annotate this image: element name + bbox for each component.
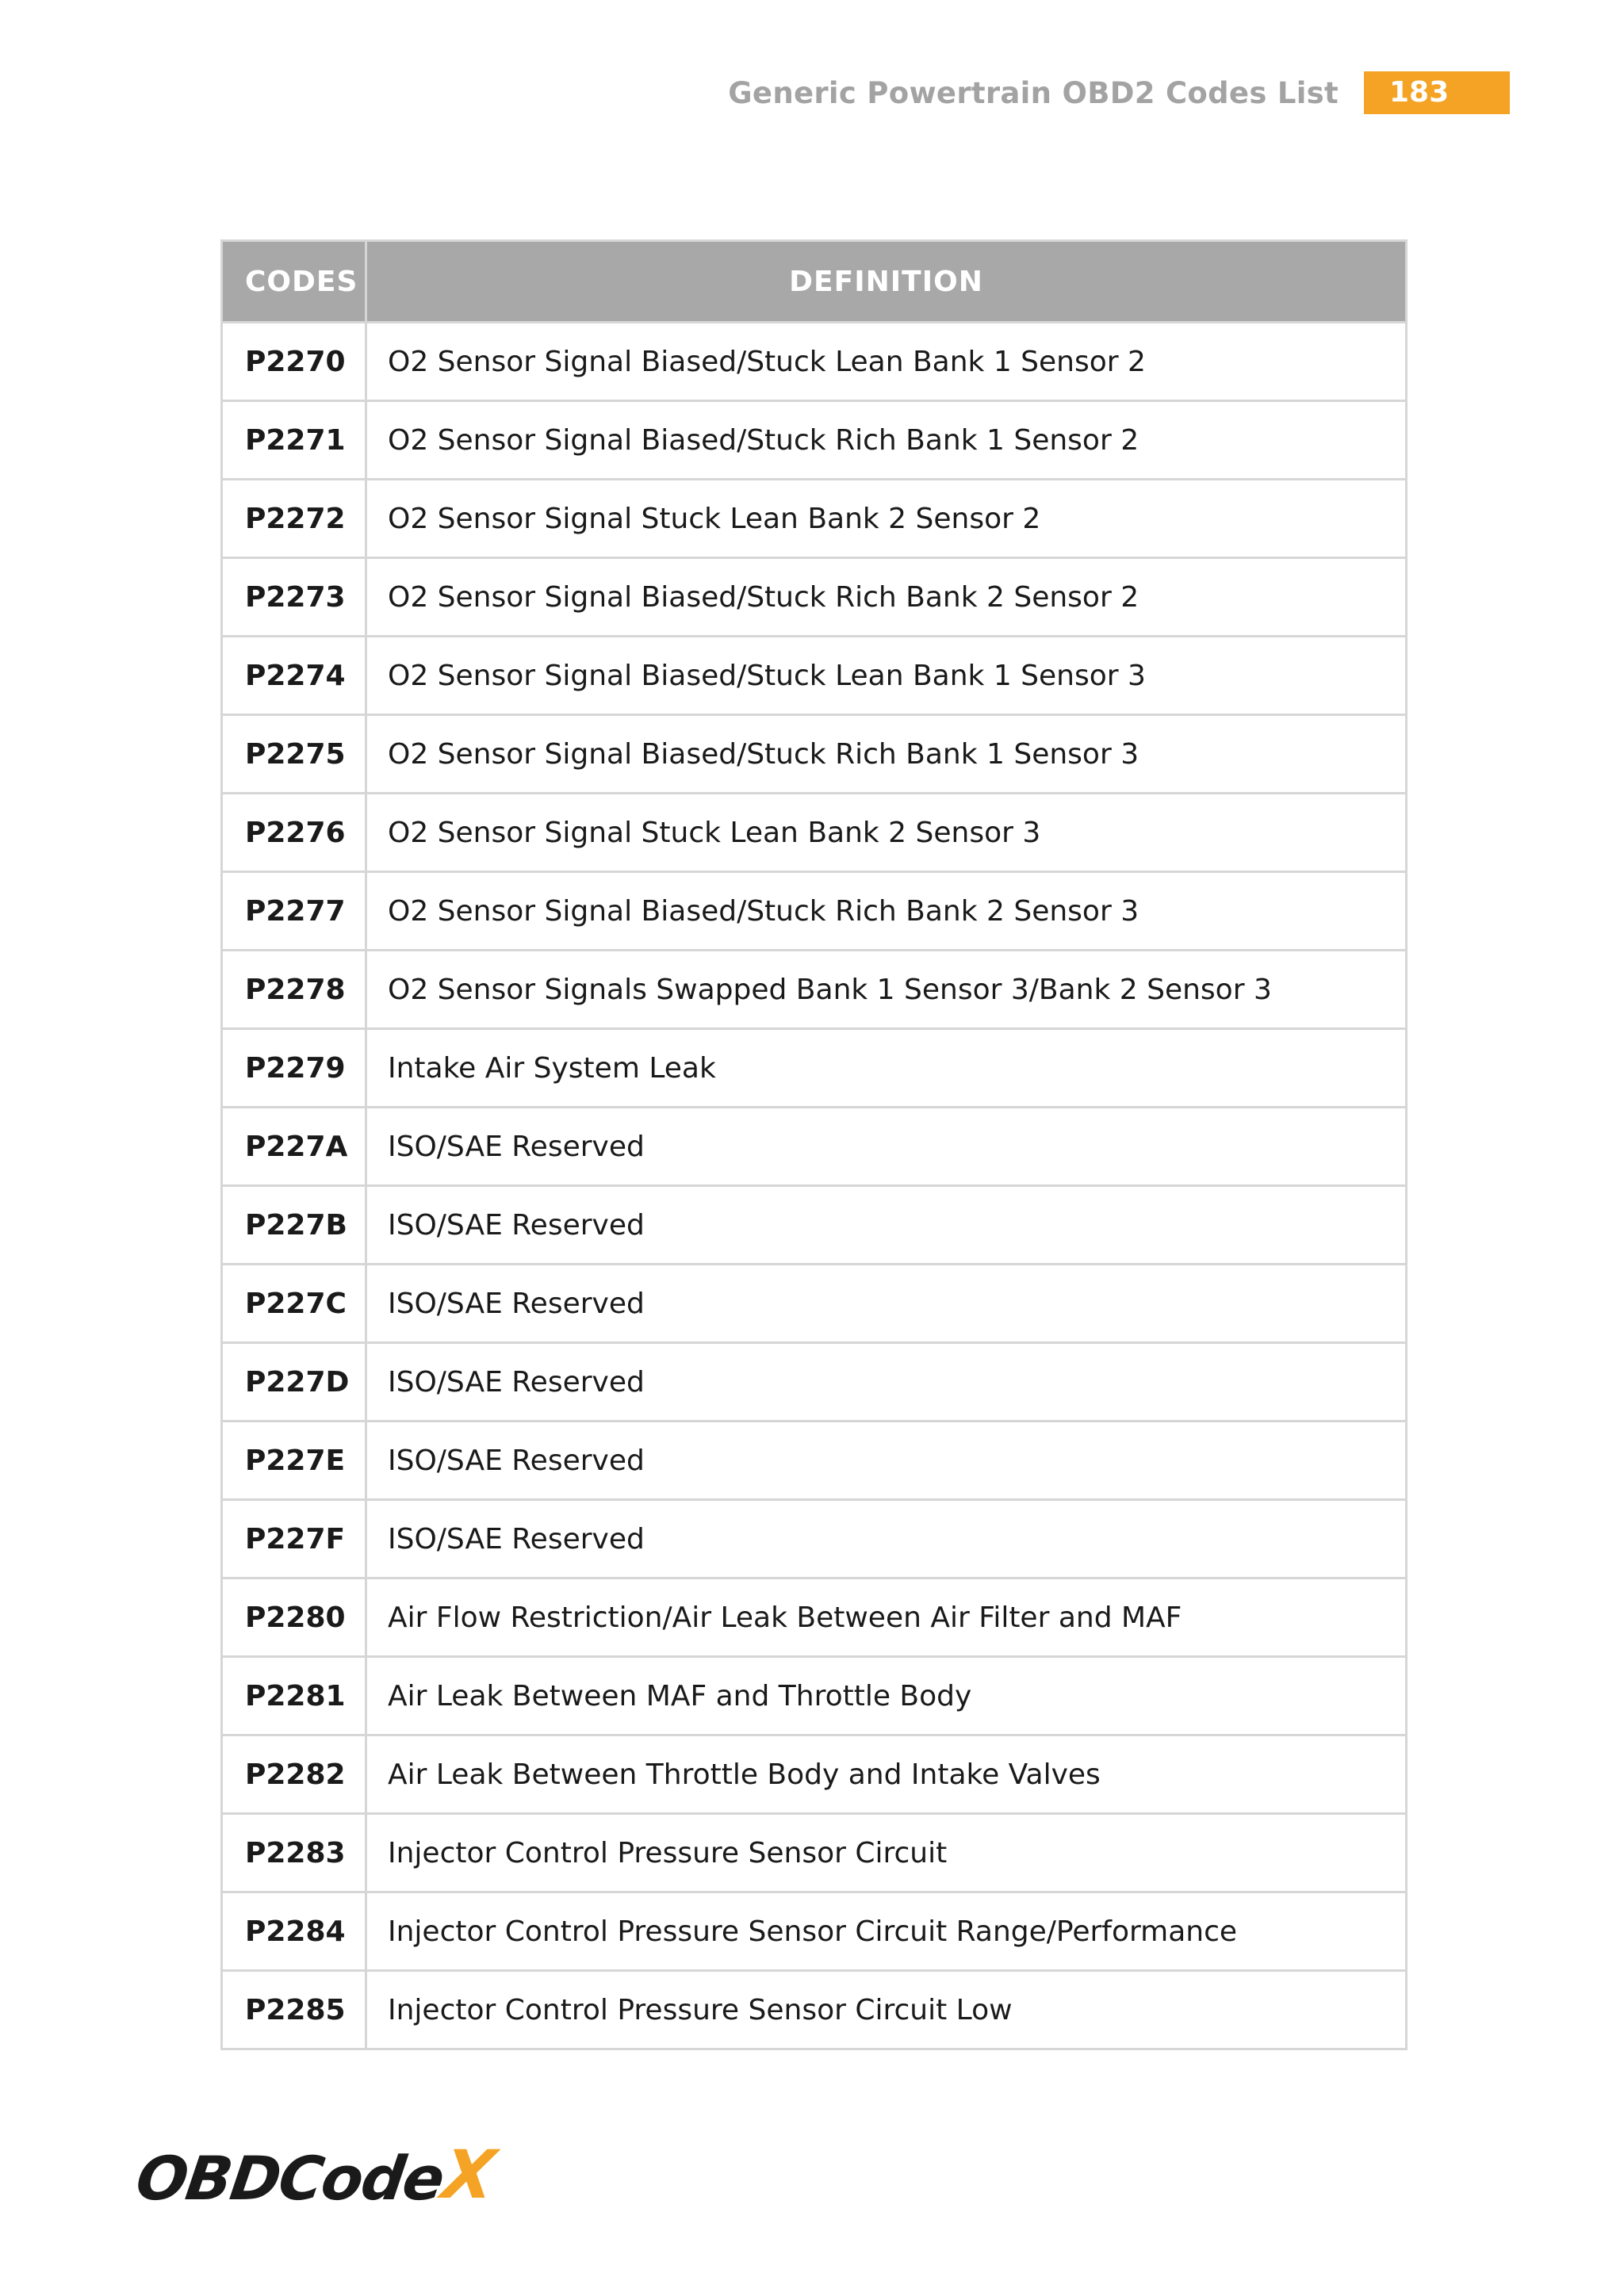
definition-cell: ISO/SAE Reserved bbox=[366, 1422, 1407, 1500]
code-cell: P2277 bbox=[222, 872, 366, 951]
table-row bbox=[222, 1578, 1407, 1657]
logo-x-mark: X bbox=[437, 2136, 499, 2214]
column-header-codes: CODES bbox=[222, 241, 366, 323]
table-row bbox=[222, 1343, 1407, 1422]
codes-table bbox=[220, 239, 1408, 2050]
code-cell: P227B bbox=[222, 1186, 366, 1265]
table-row bbox=[222, 480, 1407, 558]
obdcodex-logo bbox=[132, 2136, 499, 2214]
table-row bbox=[222, 1892, 1407, 1971]
code-cell: P2284 bbox=[222, 1892, 366, 1971]
definition-cell: ISO/SAE Reserved bbox=[366, 1500, 1407, 1578]
document-title: Generic Powertrain OBD2 Codes List bbox=[728, 75, 1339, 110]
definition-cell: ISO/SAE Reserved bbox=[366, 1343, 1407, 1422]
definition-cell: Injector Control Pressure Sensor Circuit Range/Performance bbox=[366, 1892, 1407, 1971]
table-row bbox=[222, 1422, 1407, 1500]
code-cell: P2274 bbox=[222, 637, 366, 715]
code-cell: P2275 bbox=[222, 715, 366, 794]
table-row bbox=[222, 401, 1407, 480]
table-row bbox=[222, 558, 1407, 637]
code-cell: P2279 bbox=[222, 1029, 366, 1108]
table-row bbox=[222, 1029, 1407, 1108]
code-cell: P2276 bbox=[222, 794, 366, 872]
definition-cell: Air Leak Between MAF and Throttle Body bbox=[366, 1657, 1407, 1735]
page-number-badge: 183 bbox=[1364, 71, 1510, 114]
definition-cell: O2 Sensor Signal Biased/Stuck Lean Bank 1 Sensor 2 bbox=[366, 323, 1407, 401]
table-row bbox=[222, 1265, 1407, 1343]
definition-cell: O2 Sensor Signal Stuck Lean Bank 2 Sensor 2 bbox=[366, 480, 1407, 558]
definition-cell: O2 Sensor Signal Biased/Stuck Rich Bank 2 Sensor 3 bbox=[366, 872, 1407, 951]
code-cell: P2273 bbox=[222, 558, 366, 637]
table-row bbox=[222, 951, 1407, 1029]
code-cell: P2285 bbox=[222, 1971, 366, 2049]
table-row bbox=[222, 715, 1407, 794]
table-row bbox=[222, 1500, 1407, 1578]
code-cell: P227D bbox=[222, 1343, 366, 1422]
definition-cell: O2 Sensor Signals Swapped Bank 1 Sensor 3/Bank 2 Sensor 3 bbox=[366, 951, 1407, 1029]
code-cell: P2281 bbox=[222, 1657, 366, 1735]
table-row bbox=[222, 1814, 1407, 1892]
definition-cell: Air Leak Between Throttle Body and Intake Valves bbox=[366, 1735, 1407, 1814]
definition-cell: O2 Sensor Signal Biased/Stuck Rich Bank 2 Sensor 2 bbox=[366, 558, 1407, 637]
code-cell: P2280 bbox=[222, 1578, 366, 1657]
definition-cell: O2 Sensor Signal Stuck Lean Bank 2 Sensor 3 bbox=[366, 794, 1407, 872]
definition-cell: Intake Air System Leak bbox=[366, 1029, 1407, 1108]
code-cell: P2282 bbox=[222, 1735, 366, 1814]
table-row bbox=[222, 1186, 1407, 1265]
table-row bbox=[222, 1108, 1407, 1186]
code-cell: P2283 bbox=[222, 1814, 366, 1892]
definition-cell: ISO/SAE Reserved bbox=[366, 1186, 1407, 1265]
table-row bbox=[222, 872, 1407, 951]
code-cell: P2278 bbox=[222, 951, 366, 1029]
definition-cell: Injector Control Pressure Sensor Circuit Low bbox=[366, 1971, 1407, 2049]
code-cell: P2272 bbox=[222, 480, 366, 558]
page-header bbox=[728, 71, 1510, 114]
definition-cell: ISO/SAE Reserved bbox=[366, 1265, 1407, 1343]
table-body bbox=[222, 323, 1407, 2049]
code-cell: P227A bbox=[222, 1108, 366, 1186]
definition-cell: ISO/SAE Reserved bbox=[366, 1108, 1407, 1186]
code-cell: P2270 bbox=[222, 323, 366, 401]
code-cell: P2271 bbox=[222, 401, 366, 480]
code-cell: P227F bbox=[222, 1500, 366, 1578]
table-row bbox=[222, 1657, 1407, 1735]
table-header-row bbox=[222, 241, 1407, 323]
column-header-definition: DEFINITION bbox=[366, 241, 1407, 323]
logo-wordmark: OBDCode bbox=[132, 2143, 448, 2214]
definition-cell: Injector Control Pressure Sensor Circuit bbox=[366, 1814, 1407, 1892]
table-row bbox=[222, 637, 1407, 715]
definition-cell: O2 Sensor Signal Biased/Stuck Lean Bank 1 Sensor 3 bbox=[366, 637, 1407, 715]
table-row bbox=[222, 1735, 1407, 1814]
code-cell: P227E bbox=[222, 1422, 366, 1500]
table-row bbox=[222, 794, 1407, 872]
definition-cell: O2 Sensor Signal Biased/Stuck Rich Bank 1 Sensor 3 bbox=[366, 715, 1407, 794]
definition-cell: Air Flow Restriction/Air Leak Between Air Filter and MAF bbox=[366, 1578, 1407, 1657]
table-row bbox=[222, 1971, 1407, 2049]
code-cell: P227C bbox=[222, 1265, 366, 1343]
table-row bbox=[222, 323, 1407, 401]
definition-cell: O2 Sensor Signal Biased/Stuck Rich Bank 1 Sensor 2 bbox=[366, 401, 1407, 480]
